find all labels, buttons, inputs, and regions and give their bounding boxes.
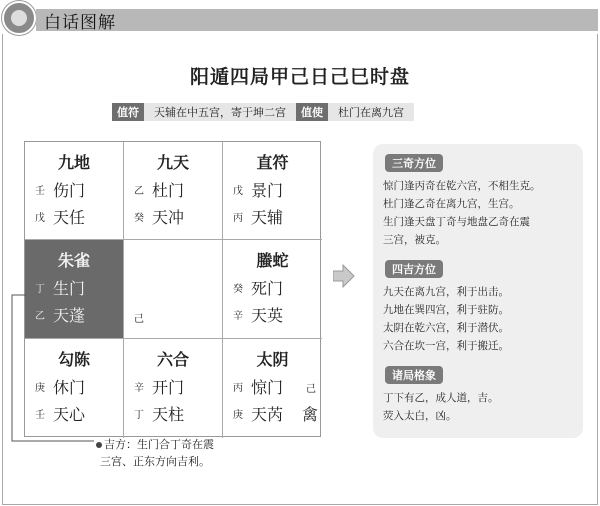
palace-stem: 乙 — [35, 310, 45, 322]
palace-star: 天任 — [53, 207, 86, 227]
analysis-panel — [373, 144, 583, 438]
palace-stem: 戊 — [233, 185, 243, 197]
section-title-geju: 诸局格象 — [385, 366, 443, 384]
panel-line: 六合在坎一宫，利于搬迁。 — [383, 340, 509, 352]
panel-line: 丁下有乙，成人道，吉。 — [383, 392, 499, 404]
palace-star: 天柱 — [152, 404, 185, 424]
panel-line: 荧入太白，凶。 — [383, 410, 457, 422]
palace-stem: 戊 — [35, 212, 45, 224]
palace-stem: 庚 — [233, 409, 243, 421]
panel-line: 九天在离九宫，利于出击。 — [383, 286, 509, 298]
bullet-dot-icon — [96, 442, 102, 448]
palace-door: 伤门 — [53, 180, 86, 200]
panel-line: 三宫，被克。 — [383, 234, 446, 246]
panel-line: 生门逢天盘丁奇与地盘乙奇在震 — [383, 216, 530, 228]
palace-door: 休门 — [53, 377, 86, 397]
zhifu-tag: 值符 — [112, 103, 144, 121]
zhishi-value: 杜门在离九宫 — [328, 103, 414, 121]
header-title: 白话图解 — [44, 13, 116, 33]
note-line-1: 吉方：生门合丁奇在震 — [104, 438, 214, 451]
panel-line: 惊门逢丙奇在乾六宫，不相生克。 — [383, 180, 541, 192]
palace-stem: 丁 — [134, 409, 144, 421]
palace-stem: 丙 — [233, 212, 243, 224]
palace-door: 开门 — [152, 377, 185, 397]
palace-stem: 癸 — [134, 212, 144, 224]
palace-stem: 辛 — [134, 382, 144, 394]
palace-stem: 丙 — [233, 382, 243, 394]
palace-god: 勾陈 — [57, 350, 90, 369]
palace-god: 螣蛇 — [256, 251, 289, 270]
zhifu-value: 天辅在中五宫，寄于坤二宫 — [144, 103, 296, 121]
palace-star: 禽 — [301, 405, 318, 424]
palace-stem: 癸 — [233, 283, 243, 295]
palace-star: 天英 — [251, 305, 284, 325]
palace-stem: 壬 — [35, 409, 45, 421]
palace-god: 九天 — [156, 153, 189, 172]
palace-door: 景门 — [251, 180, 284, 200]
palace-star: 天辅 — [251, 207, 284, 227]
auspicious-note — [96, 436, 214, 470]
palace-door: 杜门 — [152, 180, 185, 200]
palace-stem: 己 — [306, 384, 316, 395]
section-title-sanqi: 三奇方位 — [385, 154, 443, 172]
palace-stem: 己 — [134, 314, 144, 325]
note-line-2: 三宫、正东方向吉利。 — [100, 455, 210, 468]
palace-door: 惊门 — [251, 377, 284, 397]
right-arrow-icon — [333, 264, 355, 288]
zhishi-tag: 值使 — [296, 103, 328, 121]
palace-star: 天心 — [53, 404, 86, 424]
palace-stem: 乙 — [134, 185, 144, 197]
palace-god: 直符 — [256, 153, 289, 172]
section-title-siji: 四吉方位 — [385, 260, 443, 278]
palace-stem: 丁 — [35, 283, 45, 295]
palace-door: 死门 — [251, 278, 284, 298]
panel-line: 太阴在乾六宫，利于潜伏。 — [383, 322, 509, 334]
palace-stem: 庚 — [35, 382, 45, 394]
chart-title: 阳遁四局甲己日己巳时盘 — [189, 66, 410, 88]
palace-star: 天芮 — [251, 404, 284, 424]
panel-line: 九地在巽四宫，利于驻防。 — [383, 304, 509, 316]
palace-god: 九地 — [57, 153, 90, 172]
palace-god: 朱雀 — [57, 251, 90, 270]
palace-door: 生门 — [53, 278, 86, 298]
palace-stem: 壬 — [35, 185, 45, 197]
palace-stem: 辛 — [233, 310, 243, 322]
palace-god: 六合 — [156, 350, 189, 369]
palace-god: 太阴 — [256, 350, 289, 369]
palace-star: 天蓬 — [53, 305, 86, 325]
palace-star: 天冲 — [152, 207, 185, 227]
panel-line: 杜门逢乙奇在离九宫，生宫。 — [383, 198, 520, 210]
